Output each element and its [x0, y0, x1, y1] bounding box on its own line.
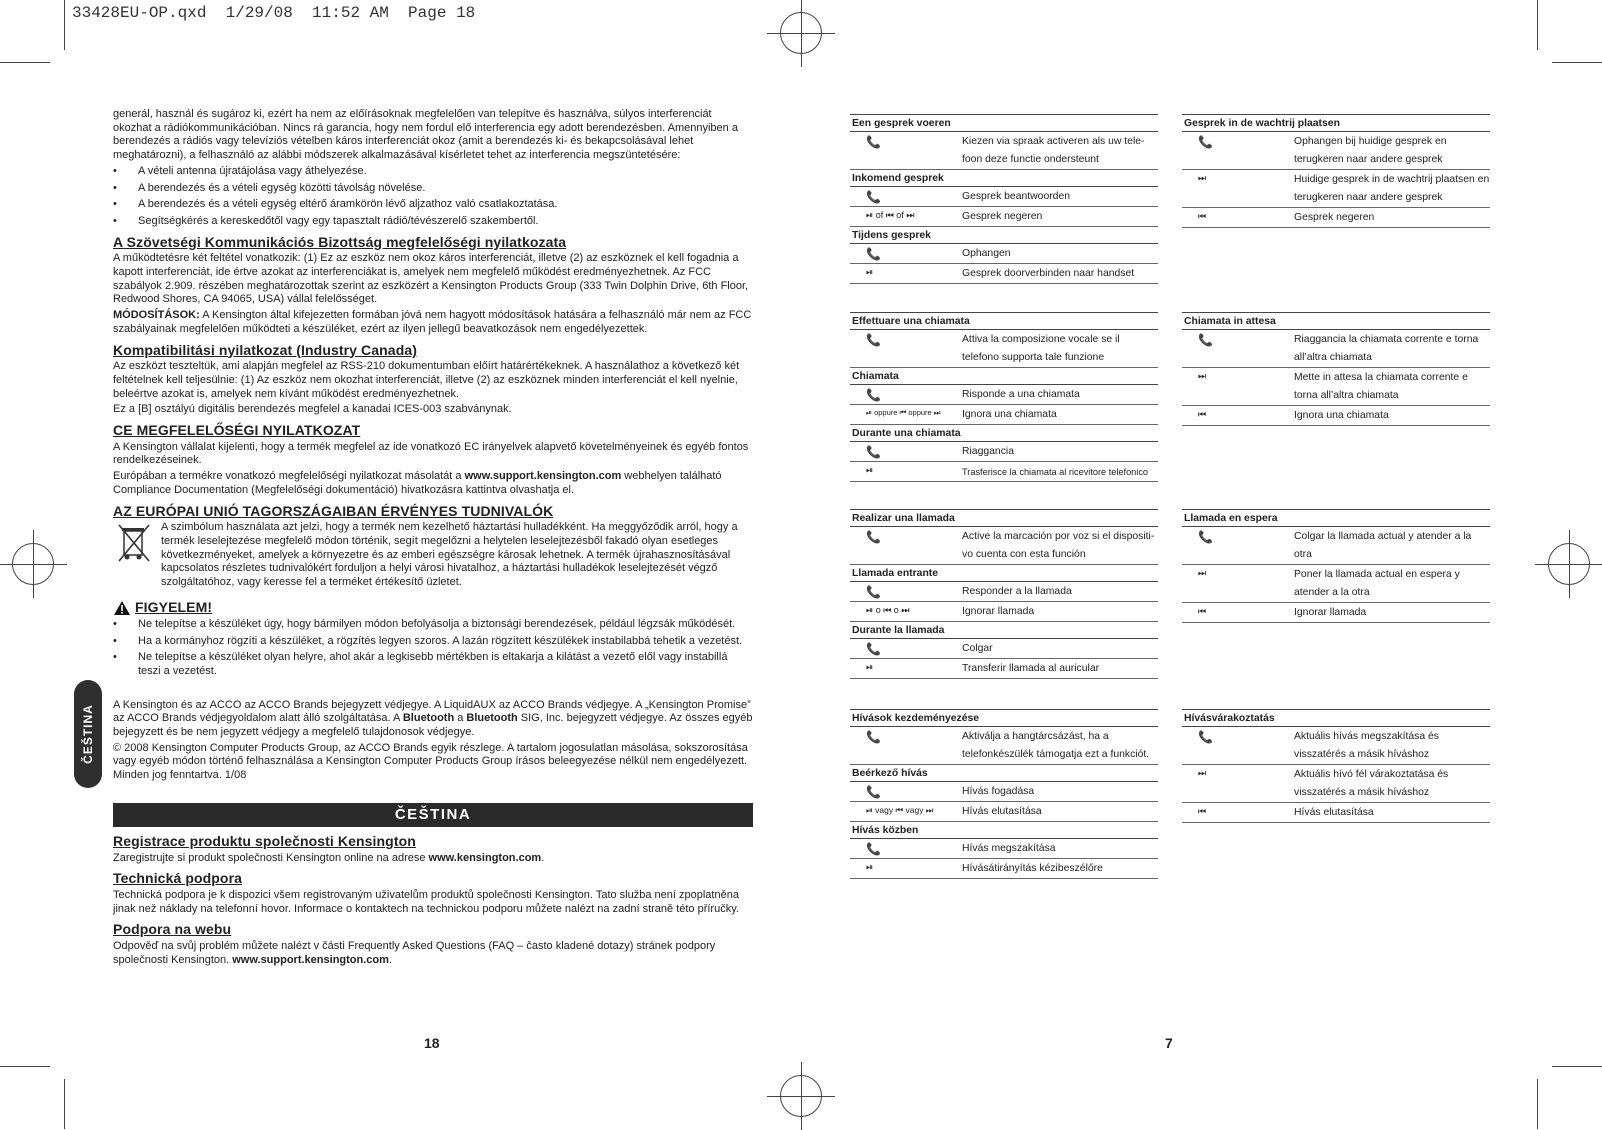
fcc-heading: A Szövetségi Kommunikációs Bizottság megfelelőségi nyilatkozata	[113, 233, 567, 250]
button-combo-icon: ⏯ o ⏮ o ⏭	[866, 605, 910, 615]
play-pause-icon: ⏯	[866, 465, 874, 475]
language-banner: ČEŠTINA	[113, 803, 753, 827]
row-text: Aktuális hívás megszakítása és visszatérés a másik híváshoz	[1294, 731, 1439, 760]
table-row	[1182, 565, 1490, 603]
industry-canada-paragraph: Az eszközt teszteltük, ami alapján megfelel az RSS-210 dokumentumban előírt határértékeknek. A használathoz a következő két feltételnek kell teljesülnie: (1) Az eszköz nem okozhat interferenciát, illetve (2) az eszköznek minden interferenciát el kell nyelnie, beleértve azokat is, amelyek nem kívánt működést eredményezhetnek.	[113, 360, 740, 400]
row-text: Hívásátirányítás kézibeszélőre	[962, 863, 1103, 874]
it-wait-table	[1182, 312, 1490, 426]
table-row	[850, 802, 1158, 822]
table-row	[850, 462, 1158, 482]
table-title: Hívásvárakoztatás	[1182, 709, 1490, 727]
table-row	[850, 782, 1158, 802]
es-wait-table	[1182, 509, 1490, 623]
row-text: Poner la llamada actual en espera y atender a la otra	[1294, 569, 1460, 598]
row-text: Riaggancia	[962, 446, 1014, 457]
table-subtitle: Beérkező hívás	[850, 765, 1158, 782]
phone-icon: 📞	[1198, 333, 1213, 347]
phone-icon: 📞	[1198, 530, 1213, 544]
table-row	[850, 207, 1158, 227]
table-row	[850, 659, 1158, 679]
hu-wait-table	[1182, 709, 1490, 823]
phone-icon: 📞	[866, 585, 881, 599]
row-text: Hívás fogadása	[962, 786, 1035, 797]
language-side-tab	[74, 680, 102, 788]
row-text: Ignora una chiamata	[962, 409, 1057, 420]
phone-icon: 📞	[866, 642, 881, 656]
crop-mark	[1537, 1079, 1538, 1129]
registration-mark	[12, 543, 54, 585]
table-row	[850, 859, 1158, 879]
play-pause-icon: ⏯	[866, 662, 874, 672]
row-text: Hívás megszakítása	[962, 843, 1056, 854]
ce-heading: CE MEGFELELŐSÉGI NYILATKOZAT	[113, 422, 361, 439]
crop-mark	[1537, 0, 1538, 50]
button-combo-icon: ⏯ oppure ⏮ oppure ⏭	[866, 408, 941, 417]
row-text: Transferir llamada al auricular	[962, 663, 1100, 674]
table-row	[850, 527, 1158, 565]
row-text: Colgar la llamada actual y atender a la otra	[1294, 531, 1472, 560]
ce-text-b: webhelyen található Compliance Documentation (Megfelelőségi dokumentáció) hivatkozásra kattintva olvashatja el.	[113, 470, 722, 496]
trademark-paragraph	[113, 699, 753, 740]
table-subtitle: Chiamata	[850, 368, 1158, 385]
left-page-content	[113, 108, 753, 969]
kensington-link[interactable]: www.kensington.com	[428, 851, 542, 864]
table-subtitle: Tijdens gesprek	[850, 227, 1158, 244]
it-call-table	[850, 312, 1158, 482]
table-subtitle: Durante la llamada	[850, 622, 1158, 639]
table-row	[1182, 527, 1490, 565]
crop-mark	[0, 62, 50, 63]
table-row	[850, 244, 1158, 264]
table-row	[1182, 765, 1490, 803]
row-text: Colgar	[962, 643, 993, 654]
trademark-text: A Kensington és az ACCO az ACCO Brands bejegyzett védjegye. A LiquidAUX az ACCO Brands védjegye. A „Kensington Promise” az ACCO Brands védjegyoldalom alatt álló szolgáltatása. A	[113, 698, 751, 725]
list-item: • Segítségkérés a kereskedőtől vagy egy tapasztalt rádió/tévészerelő szakembertől.	[113, 215, 753, 229]
table-title: Een gesprek voeren	[850, 114, 1158, 132]
table-row	[850, 385, 1158, 405]
tech-support-paragraph: Technická podpora je k dispozici všem registrovaným uživatelům produktů společnosti Kensington. Tato služba není zpoplatněna jinak než náklady na telefonní hovor. Informace o kontaktech na technickou podporu můžete nalézt na zadní straně této příručky.	[113, 888, 739, 915]
crop-mark	[64, 0, 65, 50]
industry-canada-heading: Kompatibilitási nyilatkozat (Industry Canada)	[113, 341, 417, 358]
eu-heading: AZ EURÓPAI UNIÓ TAGORSZÁGAIBAN ÉRVÉNYES TUDNIVALÓK	[113, 502, 554, 519]
row-text: Aktiválja a hangtárcsázást, ha a telefonkészülék támogatja ezt a funkciót.	[962, 731, 1150, 760]
table-row	[1182, 406, 1490, 426]
page-number-right: 7	[1165, 1035, 1173, 1051]
next-track-icon: ⏭	[1198, 371, 1207, 381]
phone-icon: 📞	[1198, 730, 1213, 744]
list-item: • A vételi antenna újratájolása vagy áthelyezése.	[113, 165, 753, 179]
play-pause-icon: ⏯	[866, 862, 874, 872]
warning-list	[113, 618, 753, 679]
support-link[interactable]: www.support.kensington.com	[464, 470, 622, 483]
fcc-paragraph: A működtetésre két feltétel vonatkozik: (1) Ez az eszköz nem okoz káros interferenciát, illetve (2) az eszköznek el kell fogadnia a kapott interferenciát, ide értve azokat az interferenciákat is, amelyek nem megfelelő működést eredményezhetnek. Az FCC szabályok 2.909. részében meghatározottak szerint az eszközért a Kensington Products Group (333 Twin Dolphin Drive, 6th Floor, Redwood Shores, CA 94065, USA) vállal felelősséget.	[113, 252, 749, 306]
ce-text-a: Európában a termékre vonatkozó megfelelőségi nyilatkozat másolatát a	[113, 470, 465, 483]
table-title: Gesprek in de wachtrij plaatsen	[1182, 114, 1490, 132]
intro-paragraph: generál, használ és sugároz ki, ezért ha nem az előírásoknak megfelelően van telepítve és használva, súlyos interferenciát okozhat a rádiókommunikációban. Nincs rá garancia, hogy nem fordul elő interferencia egy adott berendezésben. Amennyiben a berendezés a rádiós vagy televíziós vételben káros interferenciát okoz (amit a berendezés ki- és bekapcsolásával lehet meghatározni), a felhasználó az alábbi módszerek alkalmazásával kísérletet tehet az interferencia megszüntetésére:	[113, 108, 738, 162]
phone-icon: 📞	[866, 388, 881, 402]
row-text: Hívás elutasítása	[1294, 807, 1374, 818]
weee-block	[113, 521, 753, 592]
crop-mark	[0, 1066, 50, 1067]
crop-mark	[64, 1079, 65, 1129]
ce-link-paragraph	[113, 470, 753, 497]
phone-icon: 📞	[866, 247, 881, 261]
list-item: • A berendezés és a vételi egység közötti távolság növelése.	[113, 182, 753, 196]
page-number-left: 18	[424, 1035, 440, 1051]
web-support-heading: Podpora na webu	[113, 921, 232, 938]
registration-mark	[780, 12, 822, 54]
table-row	[1182, 727, 1490, 765]
support-link[interactable]: www.support.kensington.com	[232, 953, 389, 966]
table-row	[850, 582, 1158, 602]
modifications-text: A Kensington által kifejezetten formában jóvá nem hagyott módosítások hatására a felhasználó már nem az FCC szabályainak megfelelően működteti a készüléket, ezért az ilyen jellegű beavatkozások nem engedélyezettek.	[113, 309, 752, 335]
ices-paragraph: Ez a [B] osztályú digitális berendezés megfelel a kanadai ICES-003 szabványnak.	[113, 403, 512, 416]
phone-icon: 📞	[866, 445, 881, 459]
phone-icon: 📞	[866, 333, 881, 347]
es-call-table	[850, 509, 1158, 679]
table-row	[1182, 803, 1490, 823]
warning-heading: FIGYELEM!	[135, 598, 213, 615]
side-tab-label: ČEŠTINA	[81, 704, 95, 764]
row-text: Huidige gesprek in de wachtrij plaatsen en terugkeren naar andere gesprek	[1294, 174, 1490, 203]
table-title: Realizar una llamada	[850, 509, 1158, 527]
modifications-label: MÓDOSÍTÁSOK:	[113, 309, 200, 322]
prev-track-icon: ⏮	[1198, 606, 1207, 616]
phone-icon: 📞	[1198, 135, 1213, 149]
trademark-text: a	[454, 712, 467, 725]
web-support-text: Odpověď na svůj problém můžete nalézt v části Frequently Asked Questions (FAQ – často kladené dotazy) stránek podpory společnosti Kensington.	[113, 940, 716, 966]
row-text: Gesprek beantwoorden	[962, 191, 1071, 202]
table-subtitle: Hívás közben	[850, 822, 1158, 839]
row-text: Gesprek doorverbinden naar handset	[962, 268, 1135, 279]
row-text: Aktuális hívó fél várakoztatása és visszatérés a másik híváshoz	[1294, 769, 1449, 798]
next-track-icon: ⏭	[1198, 568, 1207, 578]
trademark-text: SIG, Inc. bejegyzett védjegye. Az összes egyéb bejegyzett és be nem jegyzett védjegy a megfelelő tulajdonosok védjegye.	[113, 712, 753, 739]
table-row	[850, 602, 1158, 622]
play-pause-icon: ⏯	[866, 267, 874, 277]
table-row	[850, 187, 1158, 207]
table-row	[850, 264, 1158, 284]
warning-icon	[113, 600, 131, 616]
row-text: Ophangen bij huidige gesprek en terugkeren naar andere gesprek	[1294, 136, 1447, 165]
bluetooth-mark: Bluetooth	[402, 712, 455, 725]
table-row	[850, 839, 1158, 859]
row-text: Responder a la llamada	[962, 586, 1072, 597]
table-row	[850, 442, 1158, 462]
tech-support-heading: Technická podpora	[113, 870, 243, 887]
list-item: • A berendezés és a vételi egység eltérő áramkörön lévő aljzathoz való csatlakoztatása.	[113, 198, 753, 212]
phone-icon: 📞	[866, 190, 881, 204]
registration-mark	[780, 1075, 822, 1117]
table-row	[1182, 368, 1490, 406]
modifications-paragraph	[113, 309, 753, 336]
prev-track-icon: ⏮	[1198, 211, 1207, 221]
table-row	[1182, 132, 1490, 170]
table-title: Hívások kezdeményezése	[850, 709, 1158, 727]
crop-mark	[1552, 62, 1602, 63]
table-row	[850, 639, 1158, 659]
table-row	[1182, 170, 1490, 208]
phone-icon: 📞	[866, 530, 881, 544]
row-text: Ignorar llamada	[1294, 607, 1367, 618]
row-text: Kiezen via spraak activeren als uw tele-foon deze functie ondersteunt	[962, 136, 1145, 165]
table-row	[850, 132, 1158, 170]
row-text: Active la marcación por voz si el dispositi-vo cuenta con esta función	[962, 531, 1155, 560]
row-text: Hívás elutasítása	[962, 806, 1042, 817]
button-combo-icon: ⏯ vagy ⏮ vagy ⏭	[866, 805, 934, 815]
row-text: Gesprek negeren	[1294, 212, 1375, 223]
list-item: • Ha a kormányhoz rögzíti a készüléket, a rögzítés legyen szoros. A lazán rögzített készülékek instabilabbá tehetik a vezetést.	[113, 635, 753, 649]
row-text: Trasferisce la chiamata al ricevitore telefonico	[962, 467, 1149, 477]
registration-text: Zaregistrujte si produkt společnosti Kensington online na adrese	[113, 851, 429, 864]
crossed-bin-icon	[113, 521, 155, 565]
table-row	[850, 330, 1158, 368]
copyright-paragraph: © 2008 Kensington Computer Products Group, az ACCO Brands egyik részlege. A tartalom jogosulatlan másolása, sokszorosítása vagy egyéb módon történő felhasználása a Kensington Computer Products Group írásos beleegyezése nélkül nem engedélyezett. Minden jog fenntartva. 1/08	[113, 741, 748, 782]
row-text: Riaggancia la chiamata corrente e torna all’altra chiamata	[1294, 334, 1479, 363]
table-row	[1182, 330, 1490, 368]
next-track-icon: ⏭	[1198, 768, 1207, 778]
row-text: Risponde a una chiamata	[962, 389, 1080, 400]
table-row	[1182, 603, 1490, 623]
table-title: Chiamata in attesa	[1182, 312, 1490, 330]
row-text: Mette in attesa la chiamata corrente e torna all’altra chiamata	[1294, 372, 1468, 401]
phone-icon: 📞	[866, 785, 881, 799]
prev-track-icon: ⏮	[1198, 806, 1207, 816]
table-title: Llamada en espera	[1182, 509, 1490, 527]
table-row	[850, 727, 1158, 765]
bluetooth-mark: Bluetooth	[466, 712, 518, 725]
row-text: Ignorar llamada	[962, 606, 1035, 617]
crop-mark	[1552, 1066, 1602, 1067]
file-slug: 33428EU-OP.qxd 1/29/08 11:52 AM Page 18	[72, 4, 476, 22]
warning-heading-row	[113, 600, 753, 616]
web-support-end: .	[388, 953, 392, 966]
registration-mark	[1548, 543, 1590, 585]
nl-call-table	[850, 114, 1158, 284]
list-item: • Ne telepítse a készüléket olyan helyre, ahol akár a legkisebb mértékben is eltakarja a kilátást a vezető elől vagy instabillá teszi a vezetést.	[113, 651, 753, 678]
eu-paragraph: A szimbólum használata azt jelzi, hogy a termék nem kezelhető háztartási hulladékként. Ha meggyőződik arról, hogy a termék leselejtezése megfelelő módon történik, segít megelőzni a helytelen leselejtezésből fakadó olyan esetleges következményeket, amelyek a környezetre és az emberi egészségre károsak lehetnek. A termék újrahasznosításával kapcsolatos részletes tudnivalókért forduljon a helyi városi hivatalhoz, a háztartási hulladékok leselejtezését végző szolgáltatóhoz, vagy keresse fel a terméket értékesítő üzletet.	[161, 521, 738, 589]
list-item: • Ne telepítse a készüléket úgy, hogy bármilyen módon befolyásolja a biztonsági berendezések, például légzsák működését.	[113, 618, 753, 632]
registration-paragraph	[113, 852, 753, 866]
interference-list	[113, 165, 753, 229]
phone-icon: 📞	[866, 135, 881, 149]
row-text: Attiva la composizione vocale se il telefono supporta tale funzione	[962, 334, 1120, 363]
table-title: Effettuare una chiamata	[850, 312, 1158, 330]
phone-icon: 📞	[866, 842, 881, 856]
table-subtitle: Llamada entrante	[850, 565, 1158, 582]
hu-call-table	[850, 709, 1158, 879]
row-text: Ophangen	[962, 248, 1011, 259]
nl-wait-table	[1182, 114, 1490, 228]
table-subtitle: Inkomend gesprek	[850, 170, 1158, 187]
table-subtitle: Durante una chiamata	[850, 425, 1158, 442]
registration-end: .	[541, 851, 545, 864]
prev-track-icon: ⏮	[1198, 409, 1207, 419]
web-support-paragraph	[113, 940, 753, 967]
phone-icon: 📞	[866, 730, 881, 744]
table-row	[1182, 208, 1490, 228]
next-track-icon: ⏭	[1198, 173, 1207, 183]
row-text: Gesprek negeren	[962, 211, 1043, 222]
table-row	[850, 405, 1158, 425]
ce-paragraph: A Kensington vállalat kijelenti, hogy a termék megfelel az ide vonatkozó EC irányelvek alapvető követelményeinek és egyéb fontos rendelkezéseinek.	[113, 440, 749, 467]
button-combo-icon: ⏯ of ⏮ of ⏭	[866, 210, 915, 220]
registration-heading: Registrace produktu společnosti Kensington	[113, 832, 416, 849]
row-text: Ignora una chiamata	[1294, 410, 1389, 421]
